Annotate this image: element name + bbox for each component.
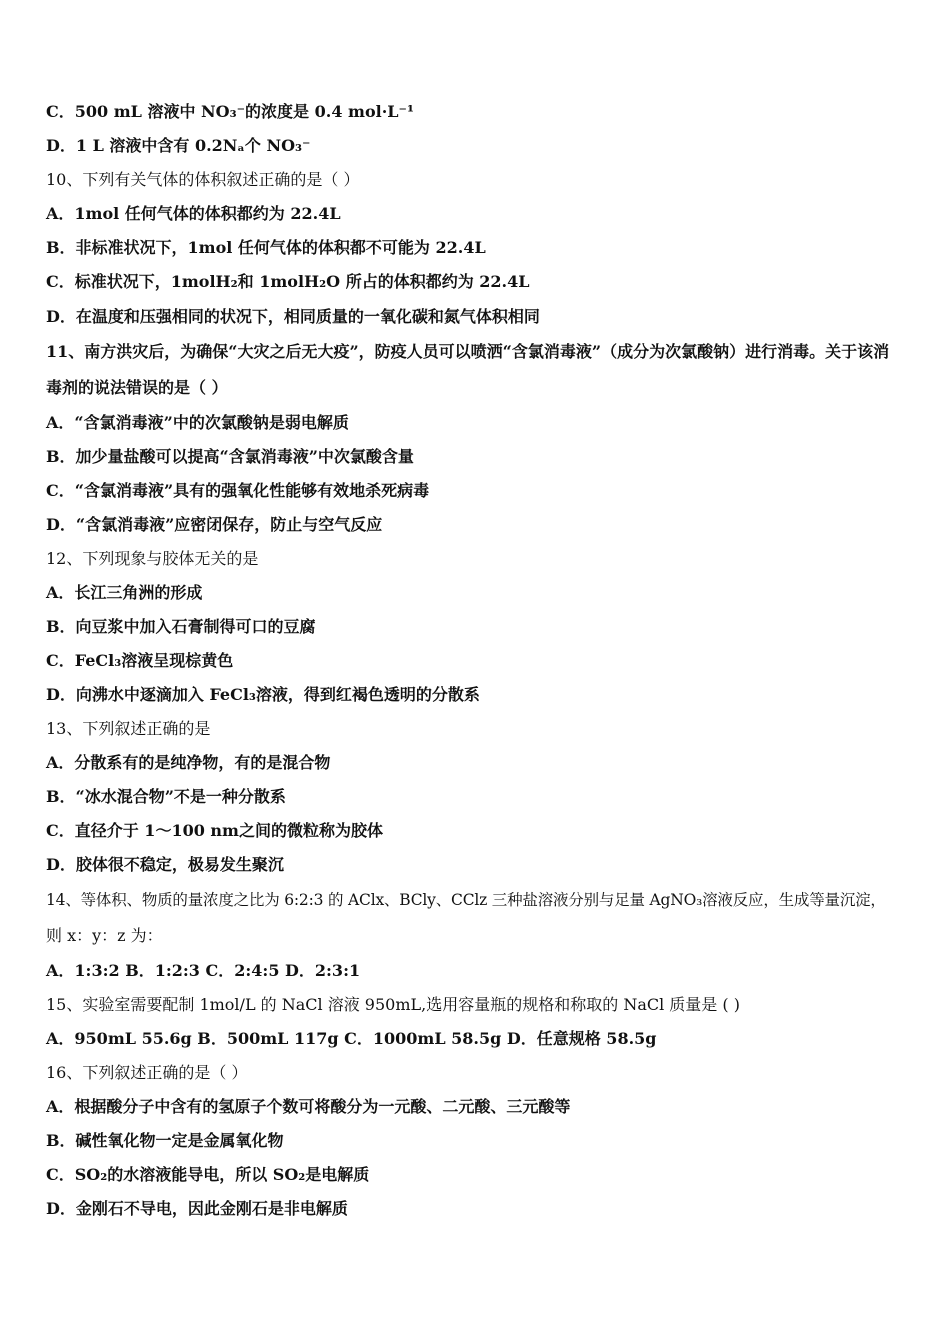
question-14-line1: 14、等体积、物质的量浓度之比为 6:2:3 的 AClx、BCly、CClz 三种盐溶液分别与足量 AgNO₃溶液反应，生成等量沉淀， [46,891,886,909]
option-a-q13: A．分散系有的是纯净物，有的是混合物 [46,753,331,772]
option-a-q10: A．1mol 任何气体的体积都约为 22.4L [46,204,341,223]
question-10: 10、下列有关气体的体积叙述正确的是（ ） [46,170,360,189]
question-14-line2: 则 x：y：z 为： [46,926,163,945]
question-12: 12、下列现象与胶体无关的是 [46,549,259,568]
option-b-q13: B．“冰水混合物”不是一种分散系 [46,787,286,806]
option-d-q10: D．在温度和压强相同的状况下，相同质量的一氧化碳和氮气体积相同 [46,307,540,326]
option-b-q11: B．加少量盐酸可以提高“含氯消毒液”中次氯酸含量 [46,447,414,466]
option-c-q9: C．500 mL 溶液中 NO₃⁻的浓度是 0.4 mol·L⁻¹ [46,102,414,121]
option-d-q12: D．向沸水中逐滴加入 FeCl₃溶液，得到红褐色透明的分散系 [46,685,480,704]
option-d-q16: D．金刚石不导电，因此金刚石是非电解质 [46,1199,348,1218]
option-d-q13: D．胶体很不稳定，极易发生聚沉 [46,855,284,874]
options-q14: A．1:3:2 B．1:2:3 C．2:4:5 D．2:3:1 [46,961,361,980]
option-b-q16: B．碱性氧化物一定是金属氧化物 [46,1131,284,1150]
option-d-q11: D．“含氯消毒液”应密闭保存，防止与空气反应 [46,515,383,534]
option-c-q11: C．“含氯消毒液”具有的强氧化性能够有效地杀死病毒 [46,481,430,500]
question-15: 15、实验室需要配制 1mol/L 的 NaCl 溶液 950mL,选用容量瓶的规格和称取的 NaCl 质量是 ( ) [46,995,740,1014]
option-a-q16: A．根据酸分子中含有的氢原子个数可将酸分为一元酸、二元酸、三元酸等 [46,1097,571,1116]
option-a-q12: A．长江三角洲的形成 [46,583,203,602]
option-c-q16: C．SO₂的水溶液能导电，所以 SO₂是电解质 [46,1165,370,1184]
question-11-line2: 毒剂的说法错误的是（ ） [46,378,228,397]
option-b-q10: B．非标准状况下，1mol 任何气体的体积都不可能为 22.4L [46,238,486,257]
question-11-line1: 11、南方洪灾后，为确保“大灾之后无大疫”，防疫人员可以喷洒“含氯消毒液”（成分为次氯酸钠）进行消毒。关于该消 [46,342,890,361]
options-q15: A．950mL 55.6g B．500mL 117g C．1000mL 58.5g D．任意规格 58.5g [46,1029,657,1048]
option-c-q12: C．FeCl₃溶液呈现棕黄色 [46,651,234,670]
option-c-q13: C．直径介于 1～100 nm之间的微粒称为胶体 [46,821,383,840]
option-b-q12: B．向豆浆中加入石膏制得可口的豆腐 [46,617,316,636]
question-13: 13、下列叙述正确的是 [46,719,211,738]
option-d-q9: D．1 L 溶液中含有 0.2Nₐ个 NO₃⁻ [46,136,311,155]
option-a-q11: A．“含氯消毒液”中的次氯酸钠是弱电解质 [46,413,349,432]
option-c-q10: C．标准状况下，1molH₂和 1molH₂O 所占的体积都约为 22.4L [46,272,530,291]
question-16: 16、下列叙述正确的是（ ） [46,1063,248,1082]
